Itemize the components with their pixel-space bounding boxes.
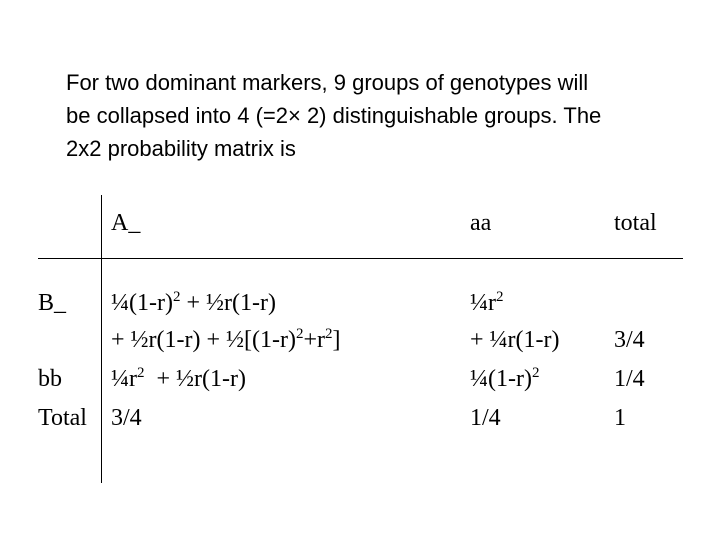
intro-line-2: be collapsed into 4 (=2× 2) distinguishable groups. The [66,103,602,128]
cell-b-dom-aa-line2: + ¼r(1-r) [470,327,560,353]
header-divider [38,258,683,259]
row-label-divider [101,195,102,483]
row-label-b-dominant: B_ [38,290,67,316]
row-label-total: Total [38,405,87,431]
intro-line-1: For two dominant markers, 9 groups of genotypes will [66,70,589,95]
col-header-aa: aa [470,210,492,236]
cell-total-aa: 1/4 [470,405,501,431]
col-header-a-dominant: A_ [111,210,141,236]
col-header-total: total [614,210,657,236]
cell-b-dom-total: 3/4 [614,327,645,353]
cell-bb-a-dom: $\frac{1}{4}r^2$ + ½r(1-r) [111,365,246,392]
cell-b-dom-a-dom-line1: $\frac{1}{4}(1-r)^2$ + ½r(1-r) [111,289,276,316]
cell-bb-aa: $\frac{1}{4}(1-r)^2$ [470,365,540,392]
intro-line-3: 2x2 probability matrix is [66,136,296,161]
cell-b-dom-a-dom-line2: + ½r(1-r) + $\frac{1}{2}[(1-r)^2+r^2]$ [111,326,341,353]
cell-bb-total: 1/4 [614,366,645,392]
cell-b-dom-aa-line1: $\frac{1}{4}r^2$ [470,289,504,316]
cell-total-total: 1 [614,405,626,431]
intro-paragraph [66,66,686,165]
cell-total-a-dom: 3/4 [111,405,142,431]
row-label-bb: bb [38,366,62,392]
